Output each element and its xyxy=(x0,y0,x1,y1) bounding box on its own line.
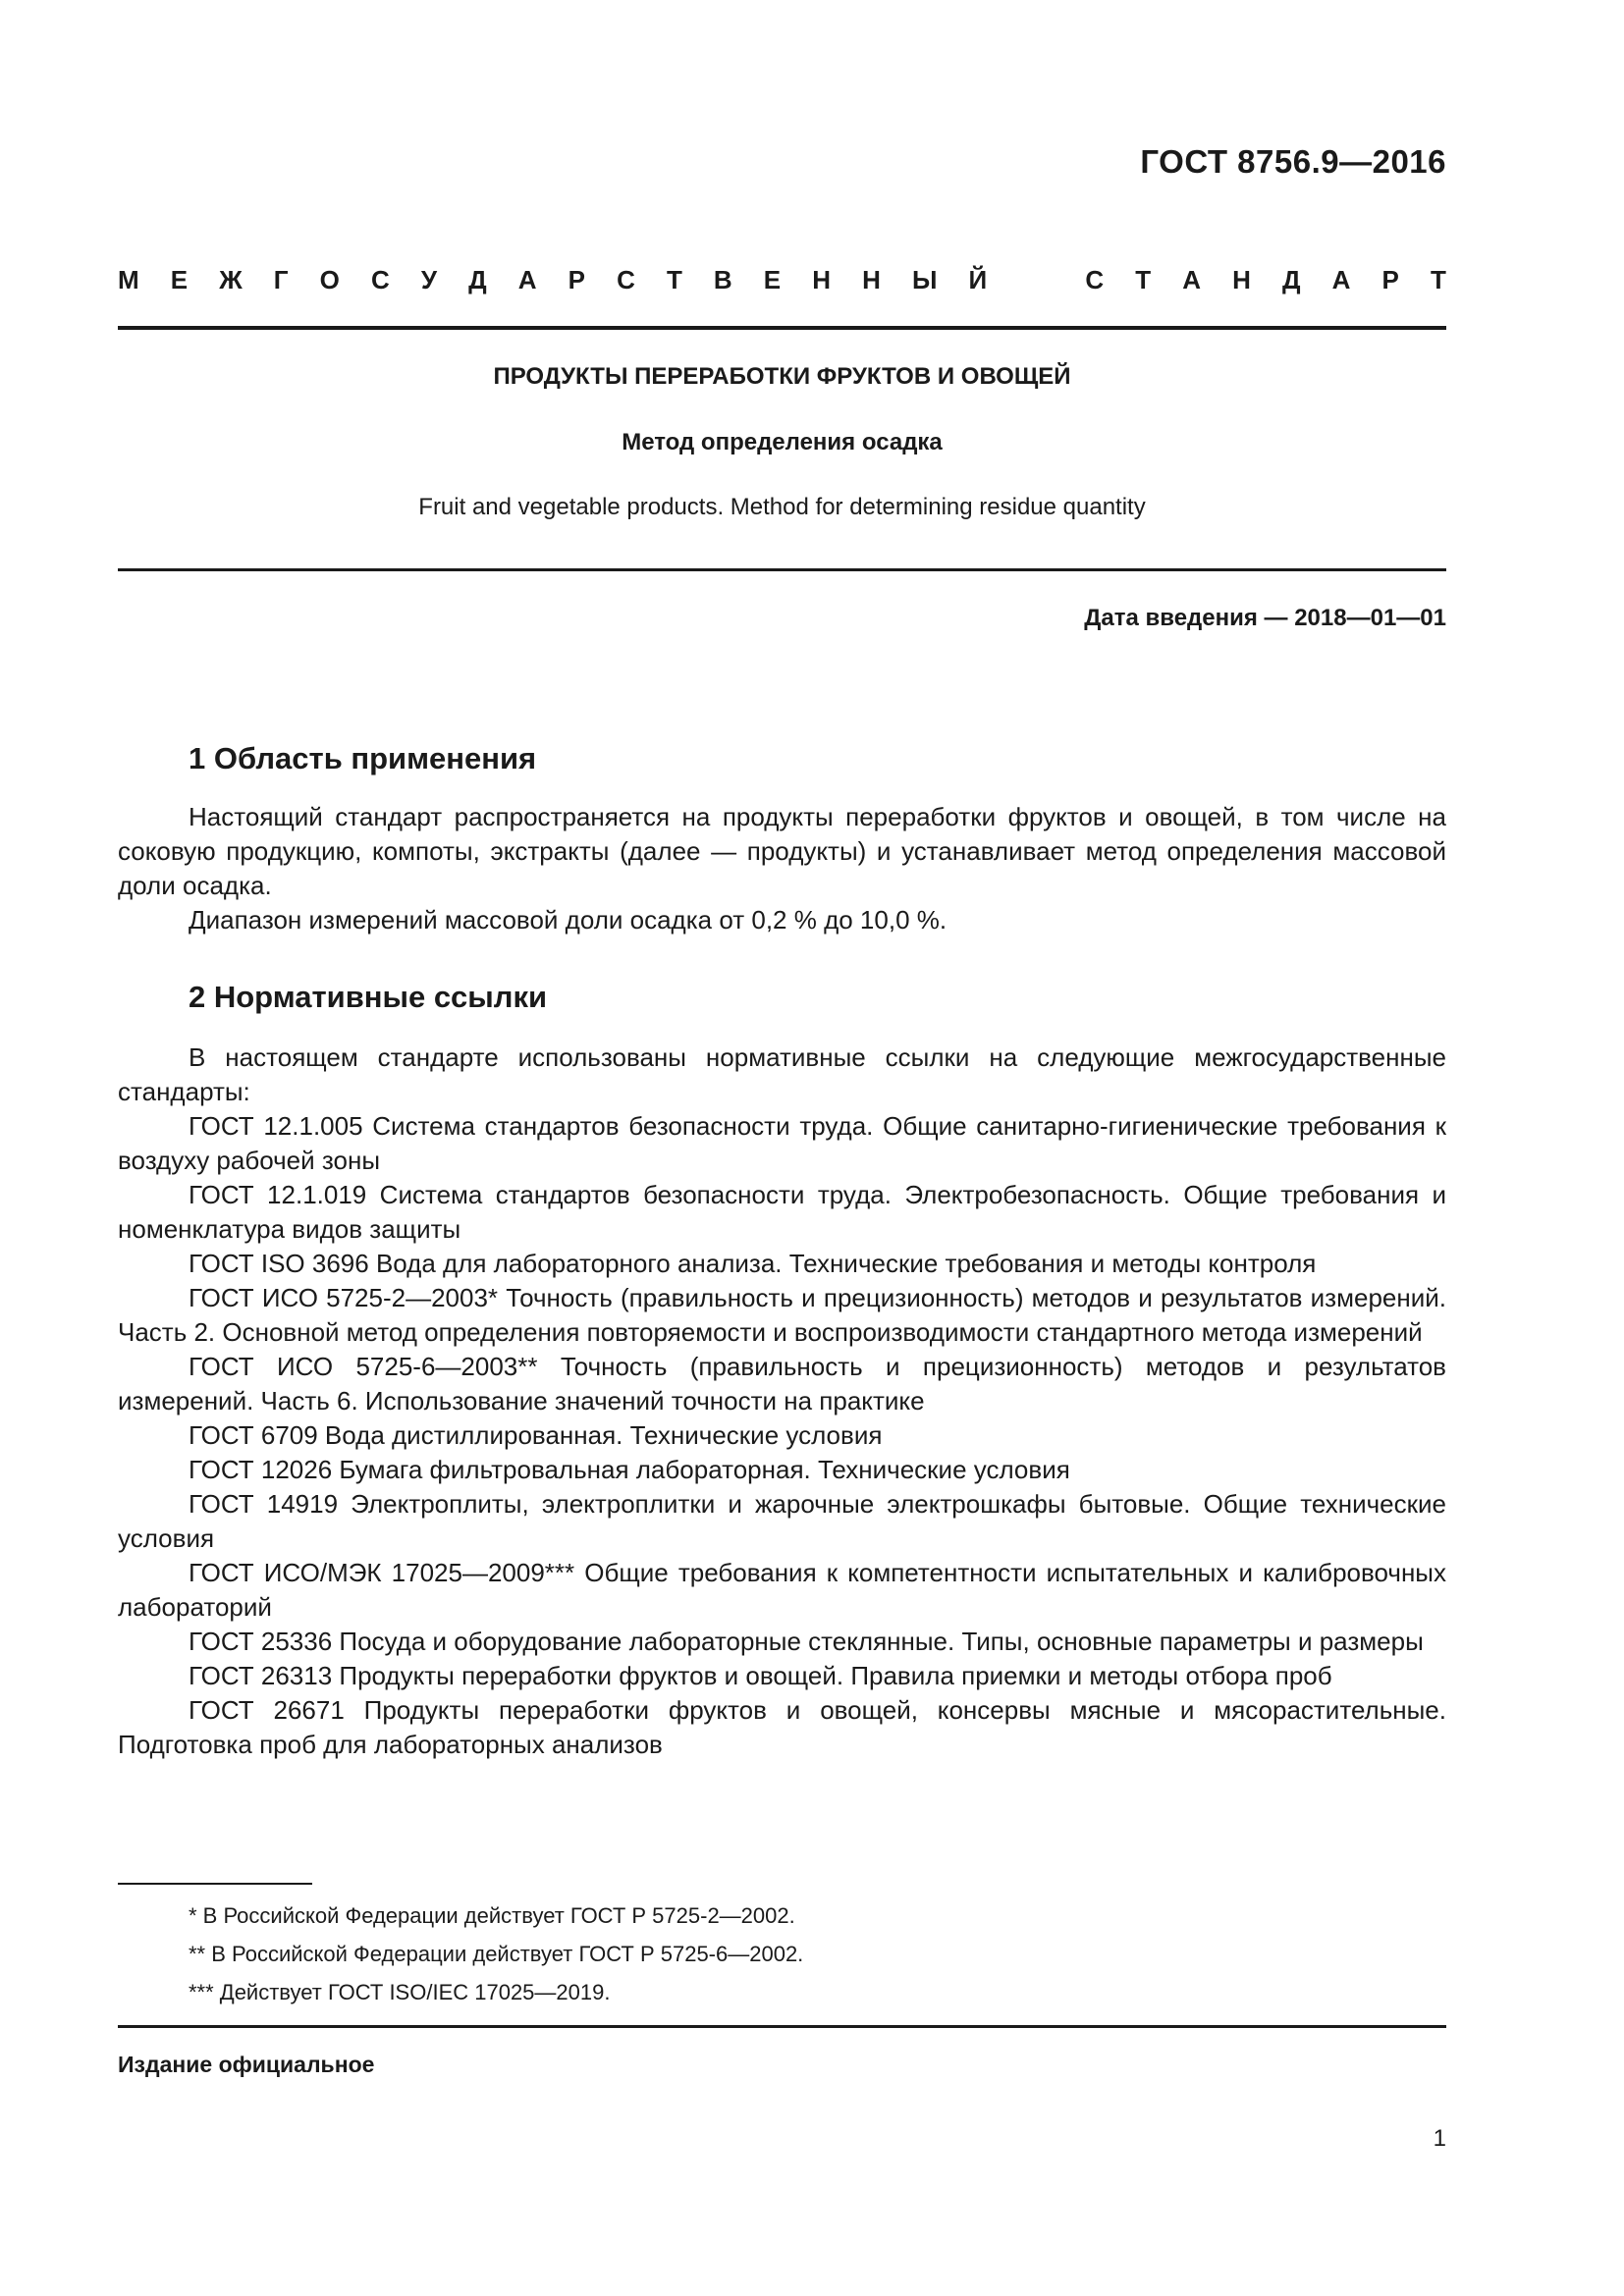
section-1-body xyxy=(118,800,1446,937)
banner-letter: Н xyxy=(862,265,881,294)
page-number: 1 xyxy=(1433,2125,1446,2152)
paragraph: В настоящем стандарте использованы нормативные ссылки на следующие межгосударственные стандарты: xyxy=(118,1042,1446,1106)
banner-letter: Н xyxy=(812,265,832,294)
banner-letter: Н xyxy=(1232,265,1251,294)
banner-letter: А xyxy=(1331,265,1351,294)
banner-letter: Ж xyxy=(219,265,243,294)
banner-letter: В xyxy=(713,265,732,294)
introduction-date: Дата введения — 2018—01—01 xyxy=(1084,605,1446,631)
title-divider xyxy=(118,568,1446,571)
banner-letter: О xyxy=(319,265,340,294)
footer-divider xyxy=(118,2025,1446,2028)
section-2-heading: 2 Нормативные ссылки xyxy=(189,980,548,1014)
banner-word-gap xyxy=(1018,265,1054,295)
paragraph: Настоящий стандарт распространяется на продукты переработки фруктов и овощей, в том числе на соковую продукцию, компоты, экстракты (далее — продукты) и устанавливает метод определения массовой доли осадка. xyxy=(118,802,1446,900)
reference-item: ГОСТ 12.1.019 Система стандартов безопасности труда. Электробезопасность. Общие требования и номенклатура видов защиты xyxy=(118,1180,1446,1244)
footnote: *** Действует ГОСТ ISO/IEC 17025—2019. xyxy=(189,1980,611,2004)
reference-item: ГОСТ ИСО/МЭК 17025—2009*** Общие требования к компетентности испытательных и калибровочных лабораторий xyxy=(118,1558,1446,1622)
footnote: ** В Российской Федерации действует ГОСТ Р 5725-6—2002. xyxy=(189,1942,804,1966)
document-number: ГОСТ 8756.9—2016 xyxy=(1140,143,1446,180)
footnotes xyxy=(189,1896,803,2011)
reference-item: ГОСТ 26313 Продукты переработки фруктов и овощей. Правила приемки и методы отбора проб xyxy=(189,1661,1332,1690)
paragraph: Диапазон измерений массовой доли осадка от 0,2 % до 10,0 %. xyxy=(189,905,947,934)
reference-item: ГОСТ 6709 Вода дистиллированная. Технические условия xyxy=(189,1420,883,1450)
reference-item: ГОСТ 26671 Продукты переработки фруктов и овощей, консервы мясные и мясорастительные. Подготовка проб для лабораторных анализов xyxy=(118,1695,1446,1759)
banner-letter: М xyxy=(118,265,139,294)
banner-letter: Е xyxy=(763,265,782,294)
banner-letter: С xyxy=(1085,265,1105,294)
banner-letter: Г xyxy=(273,265,289,294)
banner-letter: Р xyxy=(568,265,585,294)
banner-letter: Д xyxy=(1282,265,1301,294)
section-2-body xyxy=(118,1041,1446,1762)
reference-item: ГОСТ 12026 Бумага фильтровальная лабораторная. Технические условия xyxy=(189,1455,1070,1484)
banner-letter: Р xyxy=(1381,265,1399,294)
reference-item: ГОСТ ИСО 5725-2—2003* Точность (правильность и прецизионность) методов и результатов измерений. Часть 2. Основной метод определения повторяемости и воспроизводимости стандартного метода измерений xyxy=(118,1283,1446,1347)
section-1-heading: 1 Область применения xyxy=(189,741,537,775)
header-divider xyxy=(118,326,1446,330)
banner-letter: Й xyxy=(968,265,988,294)
banner-letter: А xyxy=(517,265,537,294)
banner-letter: Е xyxy=(170,265,189,294)
banner-letter: С xyxy=(617,265,635,294)
reference-item: ГОСТ 14919 Электроплиты, электроплитки и жарочные электрошкафы бытовые. Общие технические условия xyxy=(118,1489,1446,1553)
reference-item: ГОСТ ИСО 5725-6—2003** Точность (правильность и прецизионность) методов и результатов измерений. Часть 6. Использование значений точности на практике xyxy=(118,1352,1446,1415)
banner-letter: А xyxy=(1182,265,1202,294)
banner-letter: Ы xyxy=(911,265,938,294)
banner-letter: Т xyxy=(1135,265,1152,294)
banner-letter: Т xyxy=(666,265,682,294)
document-title-english: Fruit and vegetable products. Method for determining residue quantity xyxy=(418,494,1146,520)
interstate-standard-banner xyxy=(118,265,1446,295)
official-edition-label: Издание официальное xyxy=(118,2052,375,2077)
footnote: * В Российской Федерации действует ГОСТ Р 5725-2—2002. xyxy=(189,1903,795,1928)
banner-letter: У xyxy=(420,265,438,294)
document-page xyxy=(118,0,1446,2296)
document-title: ПРОДУКТЫ ПЕРЕРАБОТКИ ФРУКТОВ И ОВОЩЕЙ xyxy=(493,363,1071,390)
reference-item: ГОСТ 25336 Посуда и оборудование лабораторные стеклянные. Типы, основные параметры и размеры xyxy=(189,1627,1424,1656)
document-subtitle: Метод определения осадка xyxy=(622,429,943,455)
reference-item: ГОСТ ISO 3696 Вода для лабораторного анализа. Технические требования и методы контроля xyxy=(189,1249,1317,1278)
footnote-separator xyxy=(118,1883,312,1885)
banner-letter: Д xyxy=(468,265,487,294)
banner-letter: Т xyxy=(1430,265,1446,294)
banner-letter: С xyxy=(370,265,390,294)
reference-item: ГОСТ 12.1.005 Система стандартов безопасности труда. Общие санитарно-гигиенические требования к воздуху рабочей зоны xyxy=(118,1111,1446,1175)
